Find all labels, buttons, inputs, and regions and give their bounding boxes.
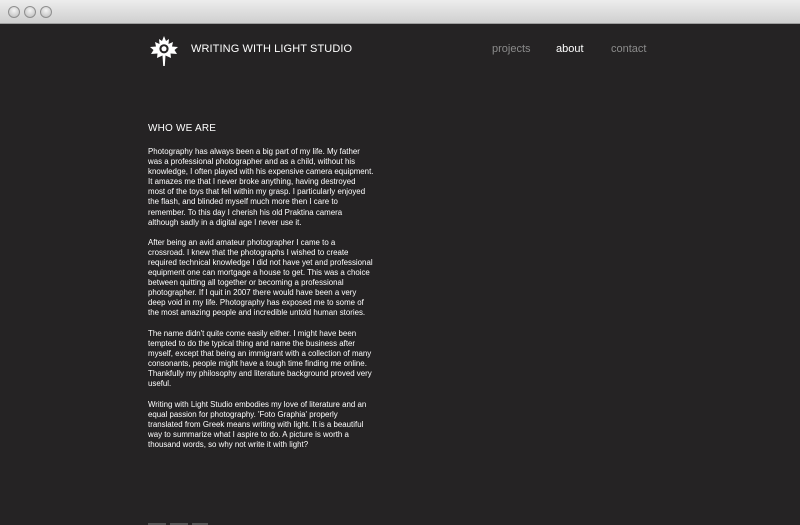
close-button[interactable] <box>8 6 20 18</box>
cut-off-content <box>148 520 218 525</box>
about-paragraph: Writing with Light Studio embodies my love of literature and an equal passion for photography. 'Foto Graphia' properly translated from Greek means writing with light. It is a beautiful way to summarize what I aspire to do. A picture is worth a thousand words, so why not write it with light? <box>148 400 367 450</box>
nav-link-contact[interactable]: contact <box>611 43 647 55</box>
section-heading: WHO WE ARE <box>148 123 217 134</box>
about-content <box>148 123 374 461</box>
about-paragraph: After being an avid amateur photographer I came to a crossroad. I knew that the photographs I wished to create required technical knowledge I did not have yet and professional equipment one can mortgage a house to get. This was a choice between quitting all together or becoming a professional photographer. If I quit in 2007 there would have been a very deep void in my life. Photography has exposed me to some of the most amazing people and incredible untold human stories. <box>148 237 373 318</box>
about-paragraph: The name didn't quite come easily either. I might have been tempted to do the typical thing and name the business after myself, except that being an immigrant with a collection of many consonants, people might have a tough time finding me online. Thankfully my philosophy and literature background proved very useful. <box>148 328 372 388</box>
window-titlebar <box>0 0 800 24</box>
nav-link-about[interactable]: about <box>556 43 584 55</box>
about-paragraph: Photography has always been a big part of my life. My father was a professional photographer and as a child, without his knowledge, I often played with his expensive camera equipment. It amazes me that I never broke anything, having destroyed most of the toys that fell within my grasp. I particularly enjoyed the flash, and blinded myself much more then I care to remember. To this day I cherish his old Praktina camera although sadly in a digital age I never use it. <box>148 147 374 227</box>
site-brand[interactable]: WRITING WITH LIGHT STUDIO <box>191 43 353 55</box>
minimize-button[interactable] <box>24 6 36 18</box>
zoom-button[interactable] <box>40 6 52 18</box>
maple-leaf-camera-icon[interactable] <box>148 35 180 67</box>
nav-link-projects[interactable]: projects <box>492 43 531 55</box>
